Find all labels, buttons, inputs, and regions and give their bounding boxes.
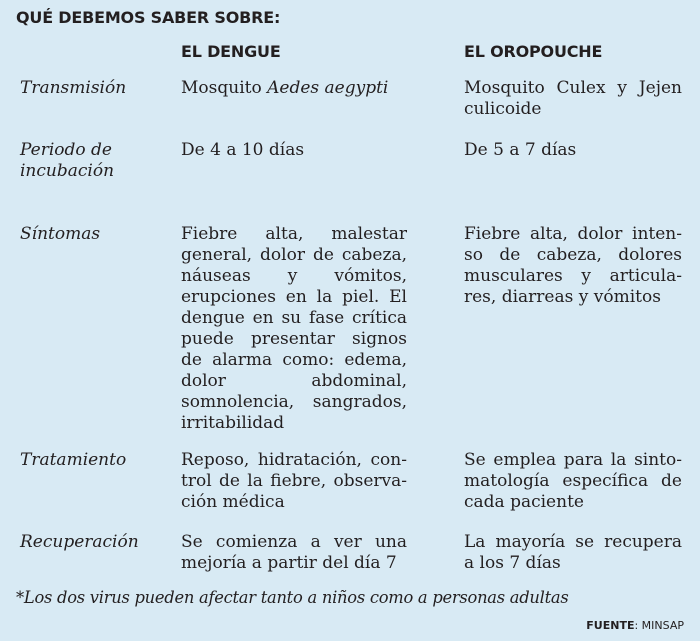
dengue-transmision-prefix: Mosquito [181,78,268,98]
column-header-dengue: EL DENGUE [181,42,281,61]
column-header-oropouche: EL OROPOUCHE [464,42,603,61]
cell-oropouche-tratamiento: Se emplea para la sintomatología específica de cada paciente [464,450,682,512]
cell-oropouche-transmision: Mosquito Culex y Jejen culicoide [464,78,682,119]
cell-oropouche-recuperacion: La mayoría se recupera a los 7 días [464,532,682,573]
row-label-incubacion: Periodo de incubación [20,140,115,181]
row-label-sintomas: Síntomas [20,224,101,244]
cell-dengue-transmision [181,78,407,99]
cell-dengue-recuperacion: Se comienza a ver una mejoría a partir del día 7 [181,532,407,573]
row-label-recuperacion: Recuperación [20,532,139,552]
source-value: : MINSAP [634,619,684,632]
footnote: *Los dos virus pueden afectar tanto a niños como a personas adultas [16,588,569,607]
cell-oropouche-sintomas: Fiebre alta, dolor intenso de cabeza, dolores musculares y articulares, diarreas y vómitos [464,224,682,307]
cell-oropouche-incubacion: De 5 a 7 días [464,140,577,160]
dengue-species-name: Aedes aegypti [267,78,389,98]
row-label-tratamiento: Tratamiento [20,450,127,470]
page-title: QUÉ DEBEMOS SABER SOBRE: [16,8,281,27]
source-credit [586,619,684,632]
row-label-transmision: Transmisión [20,78,127,98]
cell-dengue-incubacion: De 4 a 10 días [181,140,305,160]
source-label: FUENTE [586,619,635,632]
cell-dengue-tratamiento: Reposo, hidratación, control de la fiebre, observación médica [181,450,407,512]
cell-dengue-sintomas: Fiebre alta, malestar general, dolor de cabeza, náuseas y vómitos, erupciones en la piel. El dengue en su fase crítica puede presentar signos de alarma como: edema, dolor abdominal, somnolencia, sangrados, irritabilidad [181,224,407,433]
